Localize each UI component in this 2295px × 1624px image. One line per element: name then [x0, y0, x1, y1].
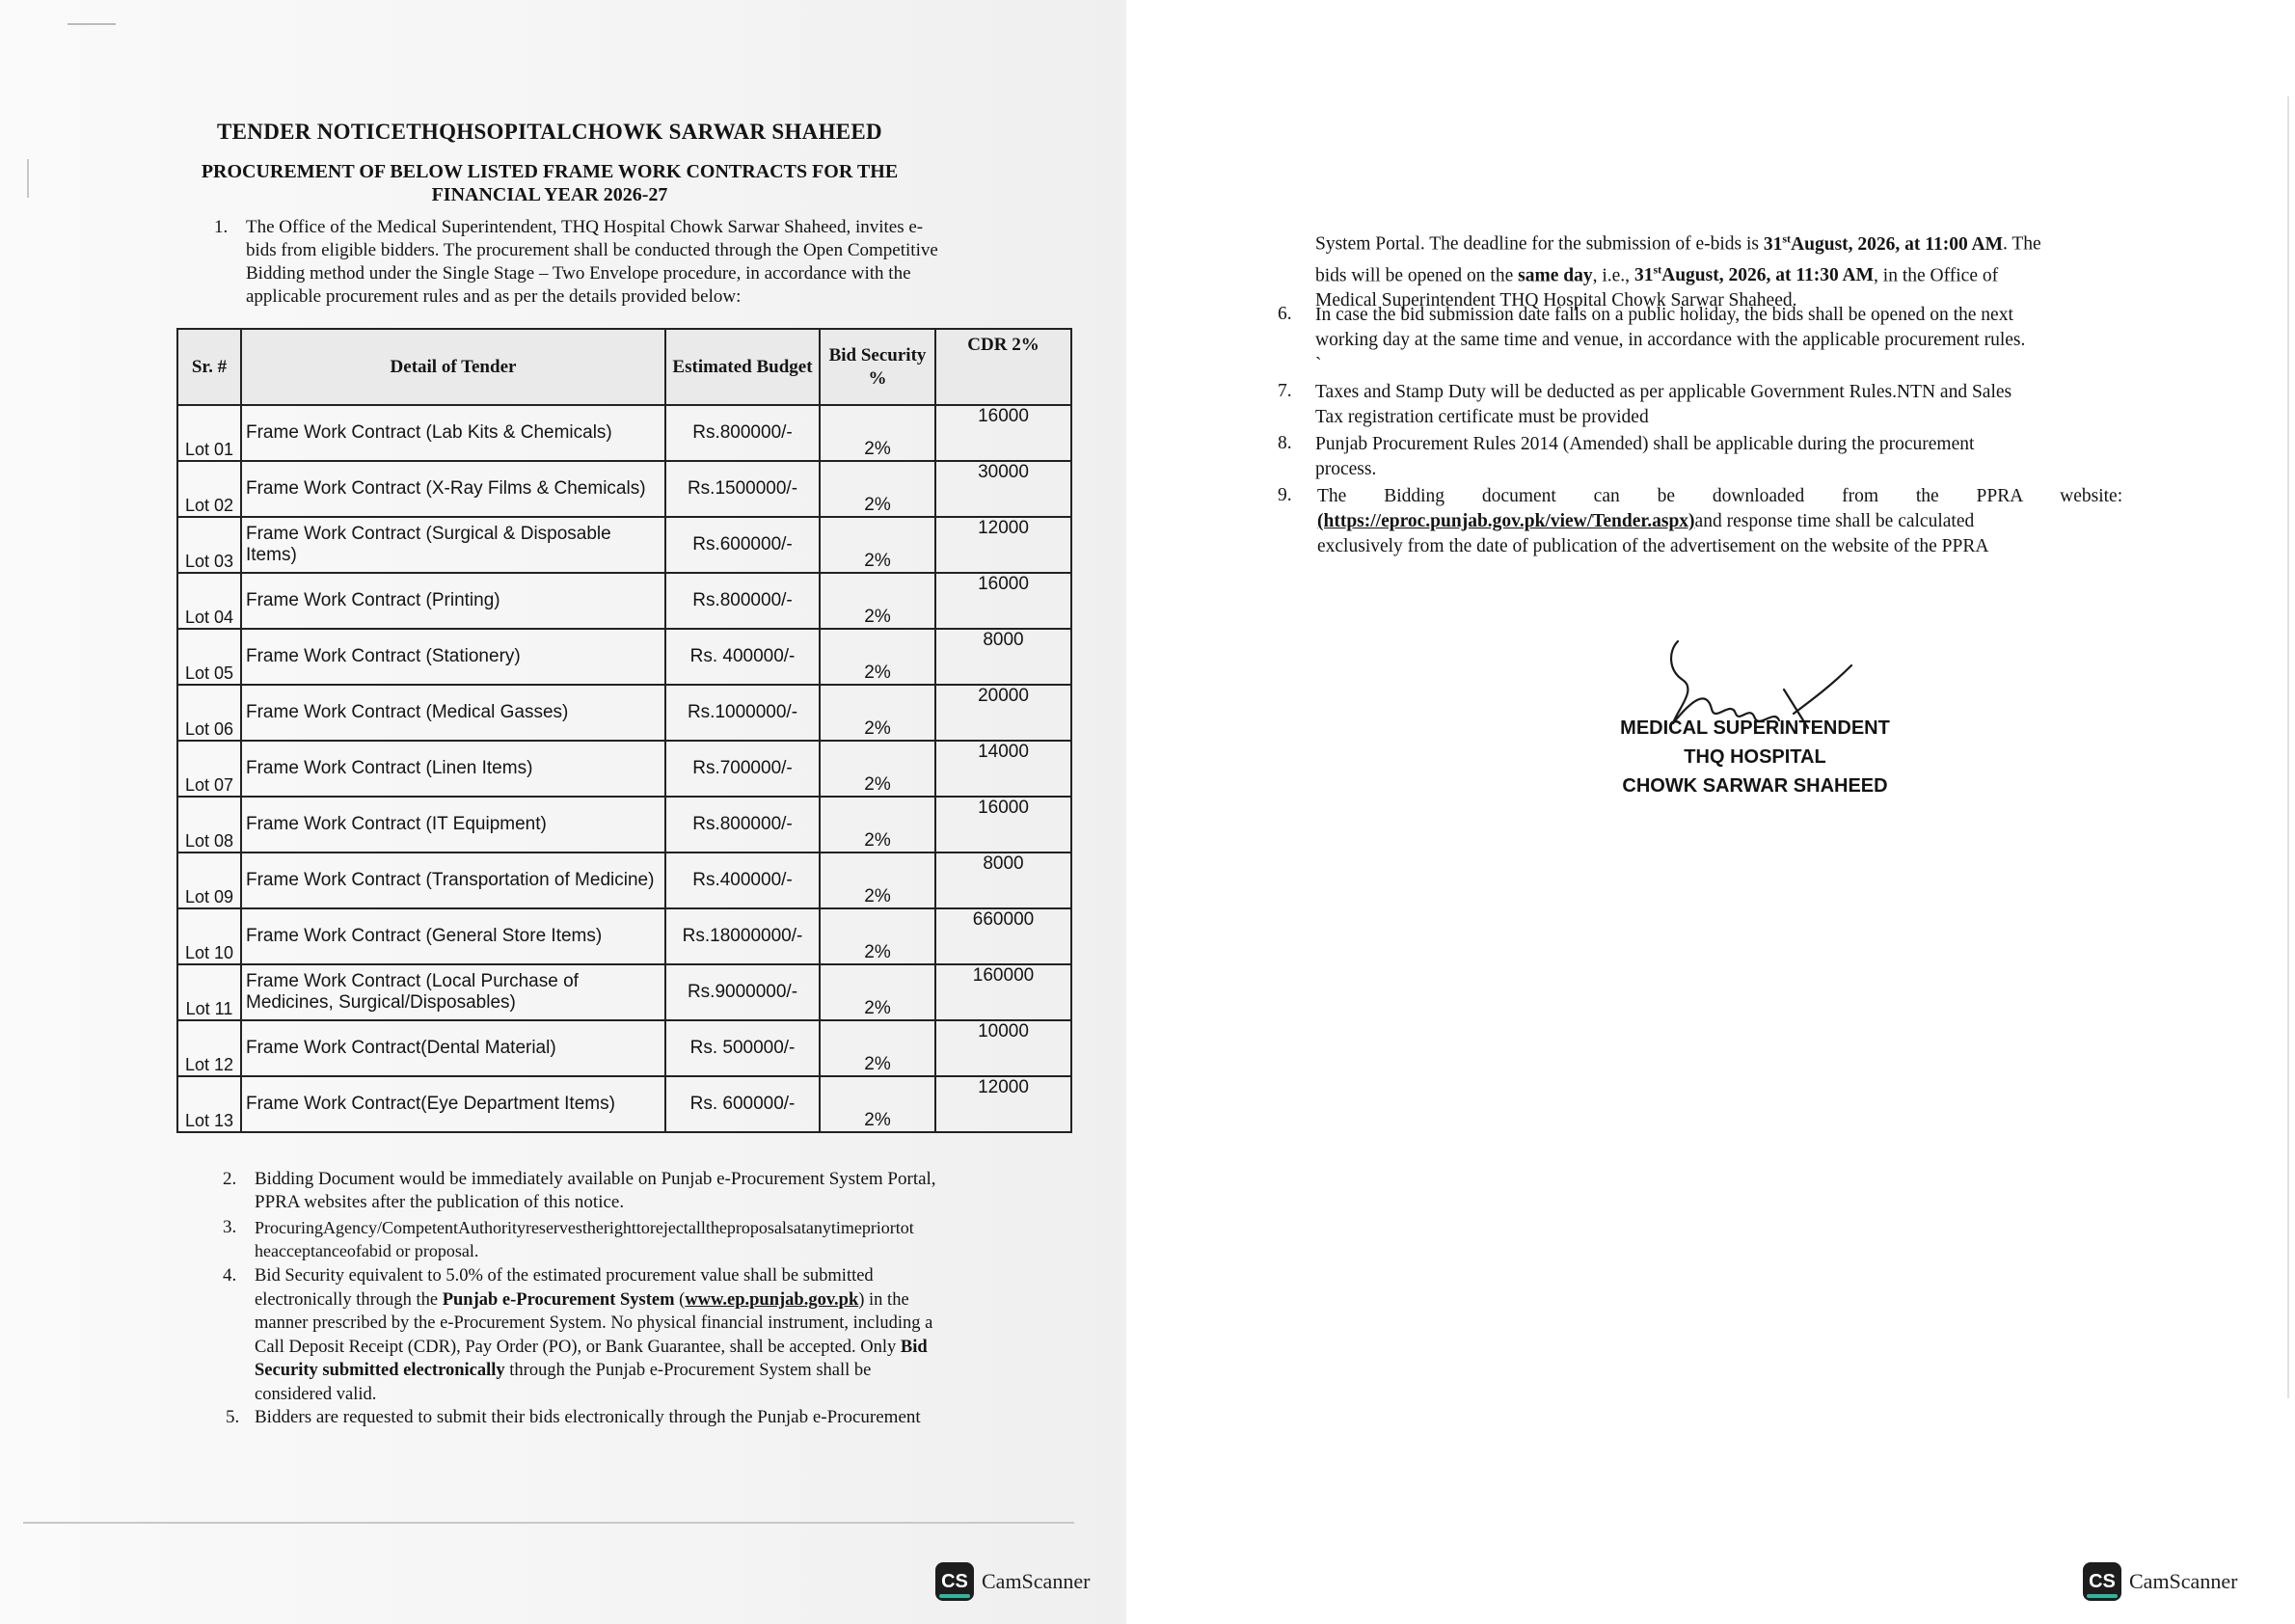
table-row: [177, 405, 1071, 461]
text-line: heacceptanceofabid or proposal.: [255, 1241, 479, 1260]
text-line: The Bidding document can be downloaded from the PPRA website:: [1317, 486, 2123, 506]
signature-block: [1581, 714, 1929, 800]
security-cell: 2%: [820, 853, 935, 908]
detail-cell: Frame Work Contract (X-Ray Films & Chemicals): [241, 461, 665, 517]
security-cell: 2%: [820, 1020, 935, 1076]
table-row: [177, 797, 1071, 853]
detail-cell: Frame Work Contract (Linen Items): [241, 741, 665, 797]
budget-cell: Rs.1000000/-: [665, 685, 820, 741]
text-line: PPRA websites after the publication of this notice.: [255, 1192, 625, 1212]
item-number: 9.: [1278, 485, 1292, 505]
cdr-cell: 12000: [935, 1076, 1071, 1132]
table-row: [177, 908, 1071, 964]
lot-cell: Lot 13: [177, 1076, 241, 1132]
lot-cell: Lot 04: [177, 573, 241, 629]
paragraph-9: [1317, 484, 2228, 559]
scan-artifact: [27, 159, 29, 198]
bold-text: Punjab e-Procurement System: [442, 1289, 675, 1310]
portal-link[interactable]: www.ep.punjab.gov.pk: [685, 1289, 859, 1310]
paragraph-1: [246, 216, 1052, 309]
budget-cell: Rs.1500000/-: [665, 461, 820, 517]
table-header-row: [177, 329, 1071, 405]
detail-cell: Frame Work Contract (General Store Items): [241, 908, 665, 964]
bold-text: Bid: [900, 1337, 928, 1357]
table-row: [177, 573, 1071, 629]
bold-text: August, 2026, at 11:00 AM: [1791, 233, 2003, 255]
security-cell: 2%: [820, 797, 935, 853]
text-line: ProcuringAgency/CompetentAuthorityreservestherighttorejectalltheproposalsatanytimepriortot: [255, 1218, 914, 1237]
eproc-link[interactable]: (https://eproc.punjab.gov.pk/view/Tender.aspx): [1317, 511, 1695, 531]
camscanner-label: CamScanner: [982, 1569, 1091, 1593]
text-span: , in the Office of: [1874, 265, 1999, 285]
item-number: 7.: [1278, 381, 1292, 401]
header-cdr: CDR 2%: [935, 329, 1071, 405]
cdr-cell: 14000: [935, 741, 1071, 797]
budget-cell: Rs.18000000/-: [665, 908, 820, 964]
scan-edge: [2287, 96, 2289, 1398]
lot-cell: Lot 11: [177, 964, 241, 1020]
table-row: [177, 517, 1071, 573]
budget-cell: Rs. 400000/-: [665, 629, 820, 685]
lot-cell: Lot 12: [177, 1020, 241, 1076]
cdr-cell: 20000: [935, 685, 1071, 741]
security-cell: 2%: [820, 517, 935, 573]
lot-cell: Lot 01: [177, 405, 241, 461]
table-row: [177, 1076, 1071, 1132]
text-span: (: [674, 1289, 686, 1310]
text-line: [1317, 509, 2228, 534]
paragraph-4: [255, 1264, 1053, 1406]
subtitle-line: FINANCIAL YEAR 2026-27: [431, 184, 668, 205]
paragraph-5: [255, 1406, 1070, 1429]
bold-text: Security submitted electronically: [255, 1361, 505, 1380]
detail-cell: Frame Work Contract (Surgical & Disposable Items): [241, 517, 665, 573]
text-span: . The: [2003, 233, 2041, 255]
paragraph-2: [255, 1168, 1053, 1214]
lot-cell: Lot 05: [177, 629, 241, 685]
superscript: st: [1782, 231, 1792, 245]
detail-cell: Frame Work Contract(Eye Department Items): [241, 1076, 665, 1132]
text-line: Tax registration certificate must be provided: [1315, 407, 1649, 427]
detail-cell: Frame Work Contract (Medical Gasses): [241, 685, 665, 741]
text-line: considered valid.: [255, 1384, 377, 1404]
text-line: Medical Superintendent THQ Hospital Chowk Sarwar Shaheed.: [1315, 290, 1797, 311]
security-cell: 2%: [820, 629, 935, 685]
scan-artifact: [68, 23, 116, 25]
text-line: Bidders are requested to submit their bids electronically through the Punjab e-Procurement: [255, 1407, 921, 1427]
item-number: 5.: [226, 1407, 240, 1427]
detail-cell: Frame Work Contract (IT Equipment): [241, 797, 665, 853]
security-cell: 2%: [820, 461, 935, 517]
security-cell: 2%: [820, 908, 935, 964]
budget-cell: Rs.800000/-: [665, 405, 820, 461]
table-row: [177, 461, 1071, 517]
table-row: [177, 1020, 1071, 1076]
text-line: manner prescribed by the e-Procurement System. No physical financial instrument, including a: [255, 1313, 933, 1333]
header-security: Bid Security %: [820, 329, 935, 405]
camscanner-logo-icon: CS: [2083, 1562, 2121, 1601]
signature-location: CHOWK SARWAR SHAHEED: [1622, 775, 1888, 797]
budget-cell: Rs.600000/-: [665, 517, 820, 573]
text-span: System Portal. The deadline for the submission of e-bids is: [1315, 233, 1764, 255]
detail-cell: Frame Work Contract(Dental Material): [241, 1020, 665, 1076]
security-cell: 2%: [820, 685, 935, 741]
paragraph-3: [255, 1216, 1053, 1262]
detail-cell: Frame Work Contract (Printing): [241, 573, 665, 629]
text-span: Call Deposit Receipt (CDR), Pay Order (PO), or Bank Guarantee, shall be accepted. Only: [255, 1337, 901, 1357]
budget-cell: Rs. 600000/-: [665, 1076, 820, 1132]
detail-cell: Frame Work Contract (Lab Kits & Chemicals): [241, 405, 665, 461]
table-body: [177, 405, 1071, 1132]
text-line: The Office of the Medical Superintendent, THQ Hospital Chowk Sarwar Shaheed, invites e-: [246, 217, 924, 237]
camscanner-logo-icon: CS: [935, 1562, 974, 1601]
budget-cell: Rs.800000/-: [665, 797, 820, 853]
header-budget: Estimated Budget: [665, 329, 820, 405]
text-line: Taxes and Stamp Duty will be deducted as per applicable Government Rules.NTN and Sales: [1315, 382, 2012, 402]
text-span: bids will be opened on the: [1315, 265, 1519, 285]
table-row: [177, 853, 1071, 908]
item-number: 2.: [223, 1169, 237, 1189]
superscript: st: [1653, 262, 1662, 277]
table-row: [177, 629, 1071, 685]
subtitle-line: PROCUREMENT OF BELOW LISTED FRAME WORK CONTRACTS FOR THE: [201, 161, 899, 182]
header-detail: Detail of Tender: [241, 329, 665, 405]
text-line: Punjab Procurement Rules 2014 (Amended) shall be applicable during the procurement: [1315, 434, 1975, 454]
text-span: ) in the: [858, 1289, 909, 1310]
bold-text: 31: [1763, 233, 1783, 255]
security-cell: 2%: [820, 405, 935, 461]
signature-title: MEDICAL SUPERINTENDENT: [1620, 717, 1890, 739]
paragraph-5-continued: [1315, 226, 2244, 313]
lot-cell: Lot 06: [177, 685, 241, 741]
security-cell: 2%: [820, 964, 935, 1020]
cdr-cell: 660000: [935, 908, 1071, 964]
cdr-cell: 12000: [935, 517, 1071, 573]
text-span: and response time shall be calculated: [1694, 511, 1975, 531]
cdr-cell: 30000: [935, 461, 1071, 517]
bold-text: same day: [1518, 265, 1593, 285]
camscanner-watermark: [2083, 1562, 2237, 1601]
item-number: 3.: [223, 1217, 237, 1237]
cdr-cell: 8000: [935, 629, 1071, 685]
text-line: applicable procurement rules and as per the details provided below:: [246, 286, 742, 307]
lot-cell: Lot 02: [177, 461, 241, 517]
budget-cell: Rs.400000/-: [665, 853, 820, 908]
text-line: [255, 1288, 1053, 1313]
signature-org: THQ HOSPITAL: [1684, 746, 1826, 768]
item-number: 4.: [223, 1265, 237, 1286]
lot-cell: Lot 09: [177, 853, 241, 908]
paragraph-7: [1315, 380, 2228, 430]
budget-cell: Rs.700000/-: [665, 741, 820, 797]
notice-subtitle: [174, 160, 926, 206]
table-row: [177, 685, 1071, 741]
text-line: Bidding Document would be immediately available on Punjab e-Procurement System Portal,: [255, 1169, 936, 1189]
text-line: `: [1315, 355, 1322, 375]
lot-cell: Lot 07: [177, 741, 241, 797]
text-line: Bidding method under the Single Stage – Two Envelope procedure, in accordance with the: [246, 263, 911, 284]
text-line: Bid Security equivalent to 5.0% of the estimated procurement value shall be submitted: [255, 1266, 874, 1286]
text-span: through the Punjab e-Procurement System shall be: [504, 1361, 872, 1380]
cdr-cell: 16000: [935, 405, 1071, 461]
security-cell: 2%: [820, 741, 935, 797]
camscanner-watermark: [935, 1562, 1090, 1601]
security-cell: 2%: [820, 573, 935, 629]
detail-cell: Frame Work Contract (Local Purchase of Medicines, Surgical/Disposables): [241, 964, 665, 1020]
cdr-cell: 10000: [935, 1020, 1071, 1076]
text-line: In case the bid submission date falls on a public holiday, the bids shall be opened on the next: [1315, 305, 2013, 325]
text-line: [1315, 257, 2244, 289]
lot-cell: Lot 08: [177, 797, 241, 853]
text-line: bids from eligible bidders. The procurement shall be conducted through the Open Competitive: [246, 240, 938, 260]
header-sr: Sr. #: [177, 329, 241, 405]
text-line: [1315, 226, 2244, 257]
budget-cell: Rs.9000000/-: [665, 964, 820, 1020]
text-line: working day at the same time and venue, in accordance with the applicable procurement rules.: [1315, 330, 2026, 350]
lot-cell: Lot 03: [177, 517, 241, 573]
text-line: [255, 1336, 1053, 1360]
cdr-cell: 160000: [935, 964, 1071, 1020]
paragraph-8: [1315, 432, 2228, 482]
security-cell: 2%: [820, 1076, 935, 1132]
tender-table: [176, 328, 1072, 1133]
text-span: , i.e.,: [1592, 265, 1634, 285]
table-row: [177, 741, 1071, 797]
text-span: electronically through the: [255, 1289, 443, 1310]
item-number: 1.: [214, 217, 229, 237]
cdr-cell: 16000: [935, 797, 1071, 853]
lot-cell: Lot 10: [177, 908, 241, 964]
bold-text: 31: [1634, 265, 1654, 285]
item-number: 6.: [1278, 304, 1292, 324]
bold-text: August, 2026, at 11:30 AM: [1661, 265, 1875, 285]
detail-cell: Frame Work Contract (Stationery): [241, 629, 665, 685]
cdr-cell: 8000: [935, 853, 1071, 908]
text-line: [255, 1359, 1053, 1383]
budget-cell: Rs. 500000/-: [665, 1020, 820, 1076]
cdr-cell: 16000: [935, 573, 1071, 629]
detail-cell: Frame Work Contract (Transportation of Medicine): [241, 853, 665, 908]
notice-title: TENDER NOTICETHQHSOPITALCHOWK SARWAR SHAHEED: [217, 120, 882, 144]
budget-cell: Rs.800000/-: [665, 573, 820, 629]
paragraph-6: [1315, 303, 2228, 378]
item-number: 8.: [1278, 433, 1292, 453]
camscanner-label: CamScanner: [2129, 1569, 2238, 1593]
text-line: process.: [1315, 459, 1377, 479]
table-row: [177, 964, 1071, 1020]
scan-edge: [23, 1522, 1074, 1524]
text-line: exclusively from the date of publication of the advertisement on the website of the PPRA: [1317, 536, 1989, 556]
